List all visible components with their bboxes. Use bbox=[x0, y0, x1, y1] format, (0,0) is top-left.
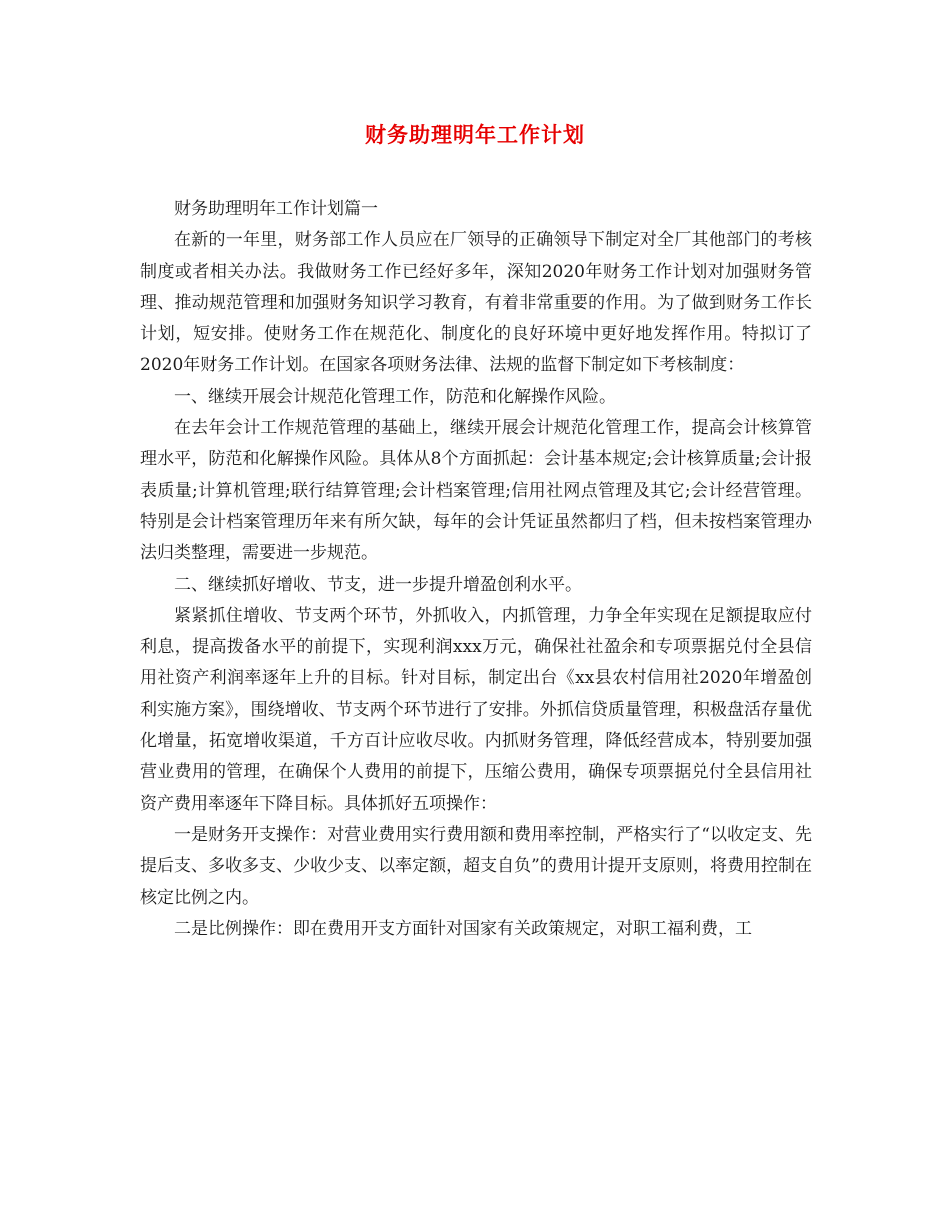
section-heading: 一、继续开展会计规范化管理工作，防范和化解操作风险。 bbox=[174, 386, 616, 407]
document-title: 财务助理明年工作计划 bbox=[365, 122, 585, 147]
body-paragraph: 一是财务开支操作：对营业费用实行费用额和费用率控制，严格实行了“以收定支、先提后支、多收多支、少收少支、以率定额，超支自负”的费用计提开支原则，将费用控制在核定比例之内。 bbox=[140, 824, 812, 908]
section-heading: 财务助理明年工作计划篇一 bbox=[174, 199, 378, 219]
body-paragraph: 在去年会计工作规范管理的基础上，继续开展会计规范化管理工作，提高会计核算管理水平，防范和化解操作风险。具体从8个方面抓起：会计基本规定;会计核算质量;会计报表质量;计算机管理;联行结算管理;会计档案管理;信用社网点管理及其它;会计经营管理。特别是会计档案管理历年来有所欠缺，每年的会计凭证虽然都归了档，但未按档案管理办法归类整理，需要进一步规范。 bbox=[140, 418, 812, 564]
body-paragraph: 在新的一年里，财务部工作人员应在厂领导的正确领导下制定对全厂其他部门的考核制度或者相关办法。我做财务工作已经好多年，深知2020年财务工作计划对加强财务管理、推动规范管理和加强财务知识学习教育，有着非常重要的作用。为了做到财务工作长计划，短安排。使财务工作在规范化、制度化的良好环境中更好地发挥作用。特拟订了2020年财务工作计划。在国家各项财务法律、法规的监督下制定如下考核制度： bbox=[140, 230, 812, 376]
section-heading: 二、继续抓好增收、节支，进一步提升增盈创利水平。 bbox=[174, 574, 582, 595]
document-body bbox=[140, 194, 812, 945]
body-paragraph: 二是比例操作：即在费用开支方面针对国家有关政策规定，对职工福利费，工 bbox=[174, 918, 752, 939]
body-paragraph: 紧紧抓住增收、节支两个环节，外抓收入，内抓管理，力争全年实现在足额提取应付利息，提高拨备水平的前提下，实现利润xxx万元，确保社社盈余和专项票据兑付全县信用社资产利润率逐年上升的目标。针对目标，制定出台《xx县农村信用社2020年增盈创利实施方案》，围绕增收、节支两个环节进行了安排。外抓信贷质量管理，积极盘活存量优化增量，拓宽增收渠道，千方百计应收尽收。内抓财务管理，降低经营成本，特别要加强营业费用的管理，在确保个人费用的前提下，压缩公费用，确保专项票据兑付全县信用社资产费用率逐年下降目标。具体抓好五项操作： bbox=[140, 605, 812, 814]
